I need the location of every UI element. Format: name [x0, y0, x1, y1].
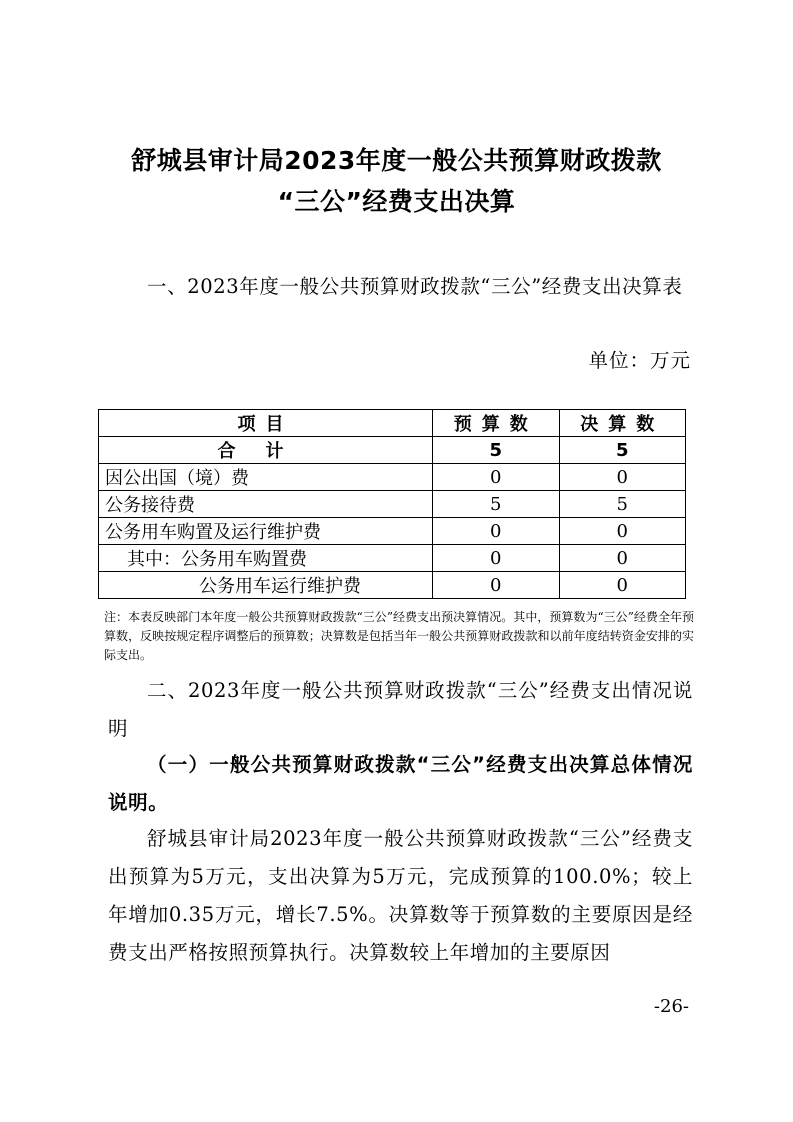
table-row	[99, 572, 686, 599]
section-2-body: 舒城县审计局2023年度一般公共预算财政拨款“三公”经费支出预算为5万元，支出决算为5万元，完成预算的100.0%；较上年增加0.35万元，增长7.5%。决算数等于预算数的主要原因是经费支出严格按照预算执行。决算数较上年增加的主要原因	[108, 827, 693, 964]
table-row	[99, 491, 686, 518]
row-final: 5	[559, 491, 686, 518]
row-item: 公务用车运行维护费	[99, 572, 433, 599]
table-row	[99, 464, 686, 491]
table-row	[99, 545, 686, 572]
total-label: 合计	[99, 437, 433, 464]
row-item: 其中：公务用车购置费	[99, 545, 433, 572]
row-budget: 0	[433, 464, 560, 491]
document-title-line-2: “三公”经费支出决算	[277, 187, 516, 216]
document-title-line-1: 舒城县审计局2023年度一般公共预算财政拨款	[131, 146, 662, 175]
table-note: 注：本表反映部门本年度一般公共预算财政拨款“三公”经费支出预决算情况。其中，预算数为“三公”经费全年预算数，反映按规定程序调整后的预算数；决算数是包括当年一般公共预算财政拨款和以前年度结转资金安排的实际支出。	[104, 610, 694, 662]
section-2-heading: 二、2023年度一般公共预算财政拨款“三公”经费支出情况说明	[108, 679, 693, 740]
table-header-row	[99, 410, 686, 437]
row-item: 公务接待费	[99, 491, 433, 518]
section-2-subheading: （一）一般公共预算财政拨款“三公”经费支出决算总体情况说明。	[108, 753, 693, 814]
row-item: 因公出国（境）费	[99, 464, 433, 491]
row-item: 公务用车购置及运行维护费	[99, 518, 433, 545]
row-budget: 0	[433, 518, 560, 545]
header-item: 项目	[99, 410, 433, 437]
total-budget: 5	[433, 437, 560, 464]
unit-label: 单位：万元	[588, 349, 691, 372]
total-final: 5	[559, 437, 686, 464]
header-final: 决算数	[559, 410, 686, 437]
table-total-row	[99, 437, 686, 464]
three-public-expense-table	[98, 409, 686, 599]
row-budget: 5	[433, 491, 560, 518]
page-number: -26-	[653, 996, 689, 1017]
table-row	[99, 518, 686, 545]
row-final: 0	[559, 572, 686, 599]
row-budget: 0	[433, 572, 560, 599]
row-final: 0	[559, 518, 686, 545]
section-1-heading: 一、2023年度一般公共预算财政拨款“三公”经费支出决算表	[147, 275, 683, 298]
header-budget: 预算数	[433, 410, 560, 437]
row-final: 0	[559, 464, 686, 491]
row-final: 0	[559, 545, 686, 572]
row-budget: 0	[433, 545, 560, 572]
